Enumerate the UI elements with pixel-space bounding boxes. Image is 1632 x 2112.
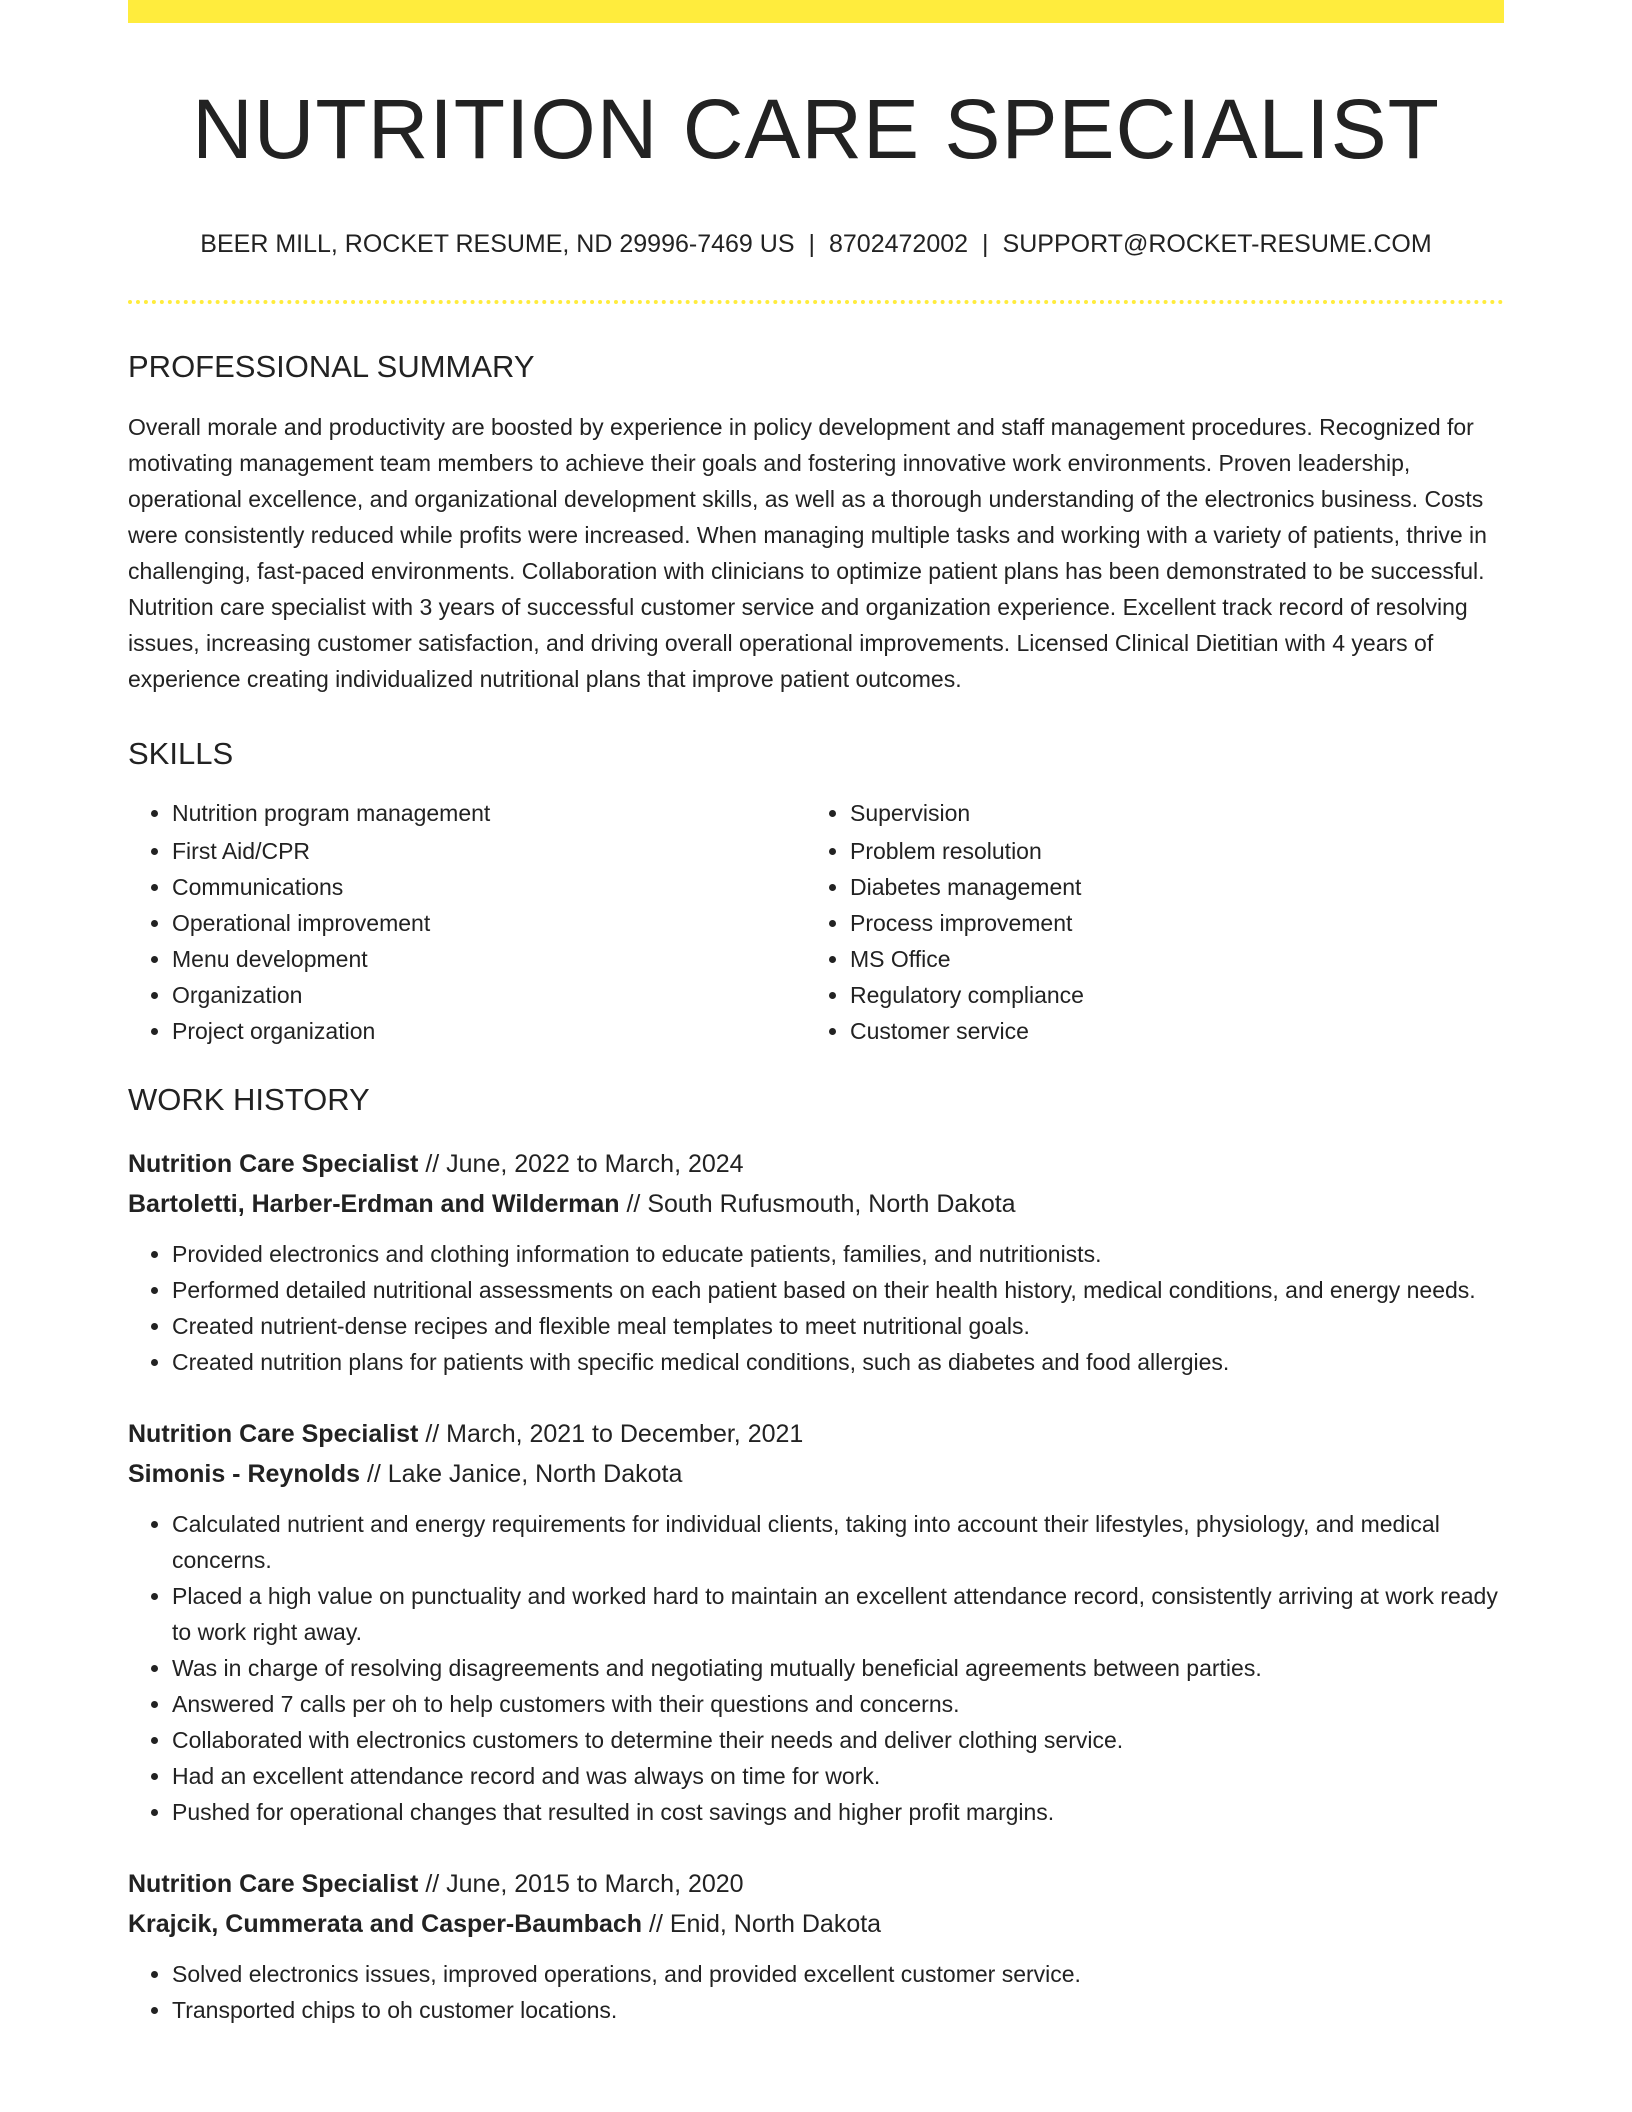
job-company: Krajcik, Cummerata and Casper-Baumbach xyxy=(128,1909,643,1938)
contact-separator: | xyxy=(982,229,989,258)
job-bullet: • Performed detailed nutritional assessments on each patient based on their health history, medical conditions, and energy needs. xyxy=(172,1272,1504,1308)
job-bullets xyxy=(128,1236,1504,1380)
job-title: Nutrition Care Specialist xyxy=(128,1869,419,1898)
job-title: Nutrition Care Specialist xyxy=(128,1419,419,1448)
job-bullet: • Created nutrient-dense recipes and flexible meal templates to meet nutritional goals. xyxy=(172,1308,1504,1344)
job-company-line xyxy=(128,1454,1504,1494)
summary-section-title: PROFESSIONAL SUMMARY xyxy=(128,349,535,385)
skills-column-right xyxy=(806,795,1484,1049)
job-dates: // June, 2015 to March, 2020 xyxy=(425,1869,744,1898)
job-bullet: • Solved electronics issues, improved operations, and provided excellent customer service. xyxy=(172,1956,1504,1992)
skill-item: • MS Office xyxy=(850,941,1484,977)
job-company: Simonis - Reynolds xyxy=(128,1459,360,1488)
job-bullets xyxy=(128,1506,1504,1830)
skill-item: • First Aid/CPR xyxy=(172,833,806,869)
contact-phone[interactable]: 8702472002 xyxy=(829,229,969,258)
job-dates: // March, 2021 to December, 2021 xyxy=(425,1419,804,1448)
job-bullet: • Collaborated with electronics customers to determine their needs and deliver clothing service. xyxy=(172,1722,1504,1758)
job-company-line xyxy=(128,1184,1504,1224)
job-bullet: • Answered 7 calls per oh to help customers with their questions and concerns. xyxy=(172,1686,1504,1722)
skills-section-title: SKILLS xyxy=(128,736,234,772)
job-bullet: • Had an excellent attendance record and was always on time for work. xyxy=(172,1758,1504,1794)
skill-item: • Diabetes management xyxy=(850,869,1484,905)
job-bullet: • Was in charge of resolving disagreements and negotiating mutually beneficial agreements between parties. xyxy=(172,1650,1504,1686)
skill-item: • Regulatory compliance xyxy=(850,977,1484,1013)
summary-text: Overall morale and productivity are boosted by experience in policy development and staff management procedures. Recognized for motivating management team members to achieve their goals and fostering innovative work environments. Proven leadership, operational excellence, and organizational development skills, as well as a thorough understanding of the electronics business. Costs were consistently reduced while profits were increased. When managing multiple tasks and working with a variety of patients, thrive in challenging, fast-paced environments. Collaboration with clinicians to optimize patient plans has been demonstrated to be successful. Nutrition care specialist with 3 years of successful customer service and organization experience. Excellent track record of resolving issues, increasing customer satisfaction, and driving overall operational improvements. Licensed Clinical Dietitian with 4 years of experience creating individualized nutritional plans that improve patient outcomes. xyxy=(128,414,1487,693)
skill-item: • Organization xyxy=(172,977,806,1013)
contact-line xyxy=(128,228,1504,261)
job-bullets xyxy=(128,1956,1504,2028)
job-bullet: • Pushed for operational changes that resulted in cost savings and higher profit margins. xyxy=(172,1794,1504,1830)
job-entry xyxy=(128,1864,1504,2028)
skill-item: • Nutrition program management xyxy=(172,795,806,831)
contact-address: BEER MILL, ROCKET RESUME, ND 29996-7469 US xyxy=(200,229,795,258)
job-company: Bartoletti, Harber-Erdman and Wilderman xyxy=(128,1189,620,1218)
skills-column-left xyxy=(128,795,806,1049)
job-bullet: • Transported chips to oh customer locations. xyxy=(172,1992,1504,2028)
job-title-line xyxy=(128,1144,1504,1184)
job-title: Nutrition Care Specialist xyxy=(128,1149,419,1178)
resume-name-heading: NUTRITION CARE SPECIALIST xyxy=(192,82,1440,176)
job-location: // Enid, North Dakota xyxy=(649,1909,882,1938)
skill-item: • Customer service xyxy=(850,1013,1484,1049)
job-dates: // June, 2022 to March, 2024 xyxy=(425,1149,744,1178)
job-location: // Lake Janice, North Dakota xyxy=(366,1459,683,1488)
contact-separator: | xyxy=(808,229,815,258)
job-bullet: • Calculated nutrient and energy requirements for individual clients, taking into account their lifestyles, physiology, and medical concerns. xyxy=(172,1506,1504,1578)
job-title-line xyxy=(128,1864,1504,1904)
job-location: // South Rufusmouth, North Dakota xyxy=(626,1189,1016,1218)
job-bullet: • Created nutrition plans for patients with specific medical conditions, such as diabetes and food allergies. xyxy=(172,1344,1504,1380)
job-title-line xyxy=(128,1414,1504,1454)
skill-item: • Project organization xyxy=(172,1013,806,1049)
skill-item: • Communications xyxy=(172,869,806,905)
skill-item: • Menu development xyxy=(172,941,806,977)
skill-item: • Process improvement xyxy=(850,905,1484,941)
work-history-section-title: WORK HISTORY xyxy=(128,1081,370,1117)
skill-item: • Supervision xyxy=(850,795,1484,831)
dotted-divider xyxy=(128,300,1504,304)
job-bullet: • Provided electronics and clothing information to educate patients, families, and nutritionists. xyxy=(172,1236,1504,1272)
skill-item: • Operational improvement xyxy=(172,905,806,941)
accent-top-bar xyxy=(128,0,1504,23)
job-company-line xyxy=(128,1904,1504,1944)
skill-item: • Problem resolution xyxy=(850,833,1484,869)
resume-page xyxy=(128,0,1504,2028)
job-entry xyxy=(128,1144,1504,1380)
skills-list xyxy=(128,795,1504,1049)
contact-email[interactable]: SUPPORT@ROCKET-RESUME.COM xyxy=(1002,229,1432,258)
job-bullet: • Placed a high value on punctuality and worked hard to maintain an excellent attendance record, consistently arriving at work ready to work right away. xyxy=(172,1578,1504,1650)
job-entry xyxy=(128,1414,1504,1830)
